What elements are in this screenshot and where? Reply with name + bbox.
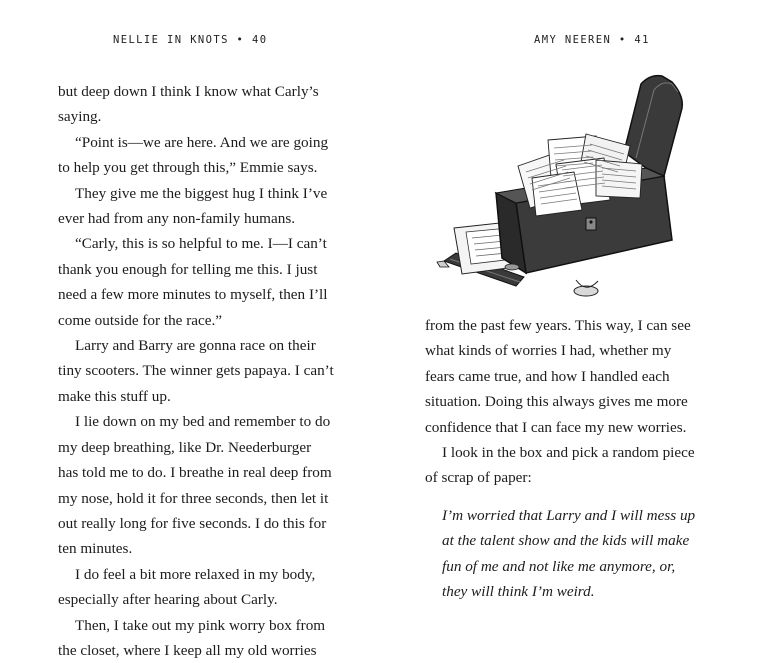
right-page [386, 0, 771, 600]
quote-line: they will think I’m weird. [442, 583, 595, 601]
text-line: especially after hearing about Carly. [58, 591, 278, 609]
paragraph [58, 613, 348, 663]
text-line: thank you enough for telling me this. I just [58, 260, 318, 278]
text-line: “Carly, this is so helpful to me. I—I can’t [75, 235, 327, 253]
text-line: “Point is—we are here. And we are going [75, 133, 329, 151]
worry-quote [425, 503, 725, 605]
text-line: I look in the box and pick a random piece [442, 444, 695, 462]
paragraph [58, 562, 348, 613]
text-line: out really long for five seconds. I do this for [58, 514, 327, 532]
text-line: come outside for the race.” [58, 311, 223, 329]
paragraph [58, 79, 348, 130]
text-line: need a few more minutes to myself, then I’ll [58, 286, 328, 304]
text-line: make this stuff up. [58, 387, 171, 405]
paragraph [425, 313, 725, 440]
text-line: Larry and Barry are gonna race on their [75, 337, 316, 355]
lid-icon [624, 76, 682, 176]
quote-line: I’m worried that Larry and I will mess up [442, 506, 696, 524]
left-page-body [58, 79, 348, 663]
paragraph [425, 440, 725, 491]
text-line: ten minutes. [58, 540, 133, 558]
text-line: situation. Doing this always gives me more [425, 393, 688, 411]
text-line: my deep breathing, like Dr. Neederburger [58, 438, 312, 456]
text-line: They give me the biggest hug I think I’ve [75, 184, 328, 202]
text-line: to help you get through this,” Emmie says. [58, 159, 318, 177]
text-line: has told me to do. I breathe in real deep from [58, 464, 332, 482]
quote-line: at the talent show and the kids will make [442, 532, 690, 550]
quote-line: fun of me and not like me anymore, or, [442, 557, 676, 575]
paragraph [58, 130, 348, 181]
text-line: but deep down I think I know what Carly’s [58, 83, 319, 100]
text-line: what kinds of worries I had, whether my [425, 342, 672, 360]
text-line: the closet, where I keep all my old worries [58, 641, 317, 659]
text-line: Then, I take out my pink worry box from [75, 616, 326, 634]
text-line: tiny scooters. The winner gets papaya. I can’t [58, 362, 334, 380]
text-line: my nose, hold it for three seconds, then let it [58, 489, 329, 507]
paragraph [58, 231, 348, 333]
running-head-right: AMY NEEREN • 41 [534, 34, 650, 46]
text-line: of scrap of paper: [425, 469, 532, 487]
worry-box-illustration [436, 68, 701, 303]
text-line: I lie down on my bed and remember to do [75, 413, 331, 431]
text-line: I do feel a bit more relaxed in my body, [75, 565, 316, 583]
paragraph [58, 181, 348, 232]
text-line: fears came true, and how I handled each [425, 367, 670, 385]
text-line: ever had from any non-family humans. [58, 210, 296, 228]
right-page-body [425, 313, 725, 604]
text-line: confidence that I can face my new worries. [425, 418, 687, 436]
paragraph [58, 333, 348, 409]
text-line: saying. [58, 108, 102, 126]
running-head-left: NELLIE IN KNOTS • 40 [113, 34, 268, 46]
left-page [0, 0, 385, 659]
paragraph [58, 409, 348, 561]
text-line: from the past few years. This way, I can see [425, 317, 691, 334]
